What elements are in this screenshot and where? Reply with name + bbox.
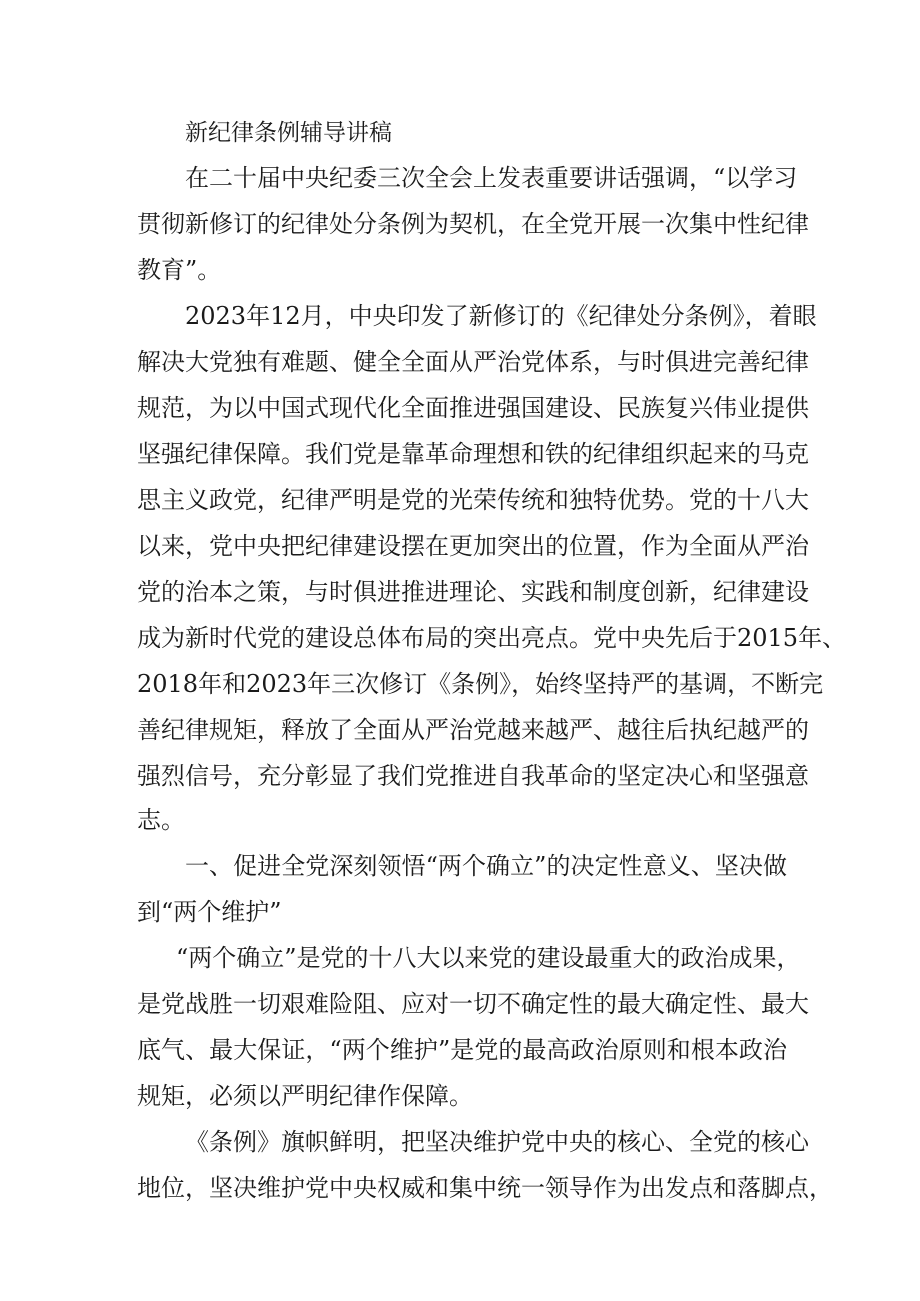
paragraph-line: 2023年12月，中央印发了新修订的《纪律处分条例》，着眼 [185, 302, 817, 330]
paragraph-line: 志。 [137, 806, 185, 834]
paragraph-line: 强烈信号，充分彰显了我们党推进自我革命的坚定决心和坚强意 [137, 762, 809, 790]
paragraph-line: 贯彻新修订的纪律处分条例为契机，在全党开展一次集中性纪律 [137, 210, 809, 238]
paragraph-line: 2018年和2023年三次修订《条例》，始终坚持严的基调，不断完 [137, 670, 824, 698]
paragraph-line: 善纪律规矩，释放了全面从严治党越来越严、越往后执纪越严的 [137, 716, 809, 744]
paragraph-line: 解决大党独有难题、健全全面从严治党体系，与时俱进完善纪律 [137, 348, 809, 376]
paragraph-line: 在二十届中央纪委三次全会上发表重要讲话强调，“以学习 [185, 164, 798, 192]
paragraph-line: 思主义政党，纪律严明是党的光荣传统和独特优势。党的十八大 [137, 486, 809, 514]
document-title: 新纪律条例辅导讲稿 [185, 120, 392, 146]
section-heading-line: 到“两个维护” [137, 898, 282, 926]
paragraph-line: 是党战胜一切艰难险阻、应对一切不确定性的最大确定性、最大 [137, 990, 809, 1018]
paragraph-line: 规范，为以中国式现代化全面推进强国建设、民族复兴伟业提供 [137, 394, 809, 422]
paragraph-line: 地位，坚决维护党中央权威和集中统一领导作为出发点和落脚点， [137, 1174, 833, 1202]
paragraph-line: 底气、最大保证，“两个维护”是党的最高政治原则和根本政治 [137, 1036, 787, 1064]
paragraph-line: 规矩，必须以严明纪律作保障。 [137, 1082, 473, 1110]
paragraph-line: 以来，党中央把纪律建设摆在更加突出的位置，作为全面从严治 [137, 532, 809, 560]
section-heading-line: 一、促进全党深刻领悟“两个确立”的决定性意义、坚决做 [185, 852, 787, 880]
paragraph-line: “两个确立”是党的十八大以来党的建设最重大的政治成果， [176, 944, 801, 972]
paragraph-line: 党的治本之策，与时俱进推进理论、实践和制度创新，纪律建设 [137, 578, 809, 606]
paragraph-line: 教育”。 [137, 256, 222, 284]
paragraph-line: 坚强纪律保障。我们党是靠革命理想和铁的纪律组织起来的马克 [137, 440, 809, 468]
paragraph-line: 成为新时代党的建设总体布局的突出亮点。党中央先后于2015年、 [137, 624, 847, 652]
paragraph-line: 《条例》旗帜鲜明，把坚决维护党中央的核心、全党的核心 [185, 1128, 809, 1156]
